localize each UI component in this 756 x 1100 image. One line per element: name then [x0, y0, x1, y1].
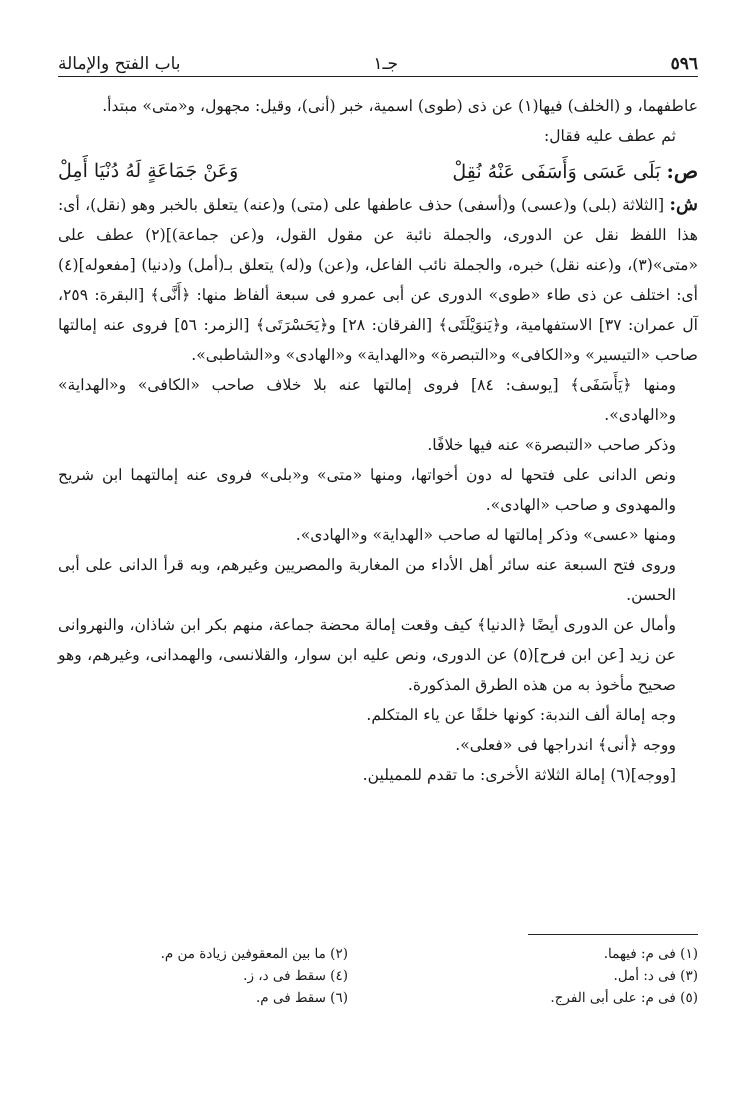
paragraph-1: عاطفهما، و (الخلف) فيها(١) عن ذى (طوى) اسمية، خبر (أنى)، وقيل: مجهول، و«متى» مبتدأ.	[102, 97, 698, 115]
paragraph-4: ومنها ﴿يَأَسَفَى﴾ [يوسف: ٨٤] فروى إمالتها عنه بلا خلاف صاحب «الكافى» و«الهداية» و«الهادى».	[58, 376, 677, 424]
chapter-title: باب الفتح والإمالة	[58, 54, 181, 74]
paragraph-6: ونص الدانى على فتحها له دون أخواتها، ومنها «متى» و«بلى» فروى عنه إمالتهما ابن شريح والمهدوى و صاحب «الهادى».	[58, 466, 676, 514]
paragraph-2: ثم عطف عليه فقال:	[543, 127, 676, 145]
page-number: ٥٩٦	[670, 54, 698, 74]
commentary-paragraph	[58, 190, 698, 370]
footnote-1: (١) فى م: فيهما.	[603, 946, 698, 962]
commentary-label: ش:	[669, 194, 698, 215]
paragraph-7: ومنها «عسى» وذكر إمالتها له صاحب «الهداية» و«الهادى».	[295, 526, 676, 544]
footnotes-list	[58, 935, 698, 1009]
verse-hemistich-1: بَلَى عَسَى وَأَسَفَى عَنْهُ نُقِلْ	[452, 161, 661, 183]
paragraph-5: وذكر صاحب «التبصرة» عنه فيها خلافًا.	[427, 436, 676, 454]
book-page	[58, 40, 698, 1070]
verse-hemistich-2: وَعَنْ جَمَاعَةٍ لَهُ دُنْيَا أَمِلْ	[58, 160, 239, 182]
footnote-6: (٦) سقط فى م.	[256, 990, 348, 1006]
footnote-4: (٤) سقط فى د، ز.	[243, 968, 348, 984]
paragraph-9: وأمال عن الدورى أيضًا ﴿الدنيا﴾ كيف وقعت إمالة محضة جماعة، منهم بكر ابن شاذان، والنهروانى عن زيد [عن ابن فرح](٥) عن الدورى، ونص عليه ابن سوار، والقلانسى، والهمدانى، وغيرهم، وهو صحيح مأخوذ به من هذه الطرق المذكورة.	[58, 616, 676, 694]
paragraph-8: وروى فتح السبعة عنه سائر أهل الأداء من المغاربة والمصريين وغيرهم، وبه قرأ الدانى على أبى الحسن.	[58, 556, 676, 604]
footnote-3: (٣) فى د: أمل.	[613, 968, 698, 984]
footnotes-section	[58, 934, 698, 1009]
page-header	[58, 40, 698, 77]
footnote-5: (٥) فى م: على أبى الفرج.	[550, 990, 698, 1006]
verse-label: ص:	[666, 159, 698, 183]
paragraph-12: [ووجه](٦) إمالة الثلاثة الأخرى: ما تقدم للمميلين.	[362, 766, 676, 784]
verse-line	[58, 153, 698, 190]
paragraph-11: ووجه ﴿أنى﴾ اندراجها فى «فعلى».	[455, 736, 676, 754]
volume-label: جـ١	[373, 54, 398, 74]
page-body	[58, 77, 698, 790]
footnote-2: (٢) ما بين المعقوفين زيادة من م.	[160, 946, 348, 962]
commentary-text: [الثلاثة (بلى) و(عسى) و(أسفى) حذف عاطفها على (متى) و(عنه) يتعلق بالخبر وهو (نقل)، أى: هذا اللفظ نقل عن الدورى، والجملة نائبة عن مقول القول، و(عن جماعة)](٢) عطف على «متى»(٣)، و(عنه نقل) خبره، والجملة نائب الفاعل، و(عن) و(له) يتعلق بـ(أمل) و(دنيا) [مفعوله](٤) أى: اختلف عن ذى طاء «طوى» الدورى عن أبى عمرو فى سبعة ألفاظ منها: ﴿أَنَّى﴾ [البقرة: ٢٥٩، آل عمران: ٣٧] الاستفهامية، و﴿يَنوَيْلَتَى﴾ [الفرقان: ٢٨] و﴿يَحَسْرَتَى﴾ [الزمر: ٥٦] فروى عنه إمالتها صاحب «التيسير» و«الكافى» و«التبصرة» و«الهداية» و«الهادى» و«الشاطبى».	[58, 196, 699, 364]
paragraph-10: وجه إمالة ألف الندبة: كونها خلفًا عن ياء المتكلم.	[366, 706, 676, 724]
